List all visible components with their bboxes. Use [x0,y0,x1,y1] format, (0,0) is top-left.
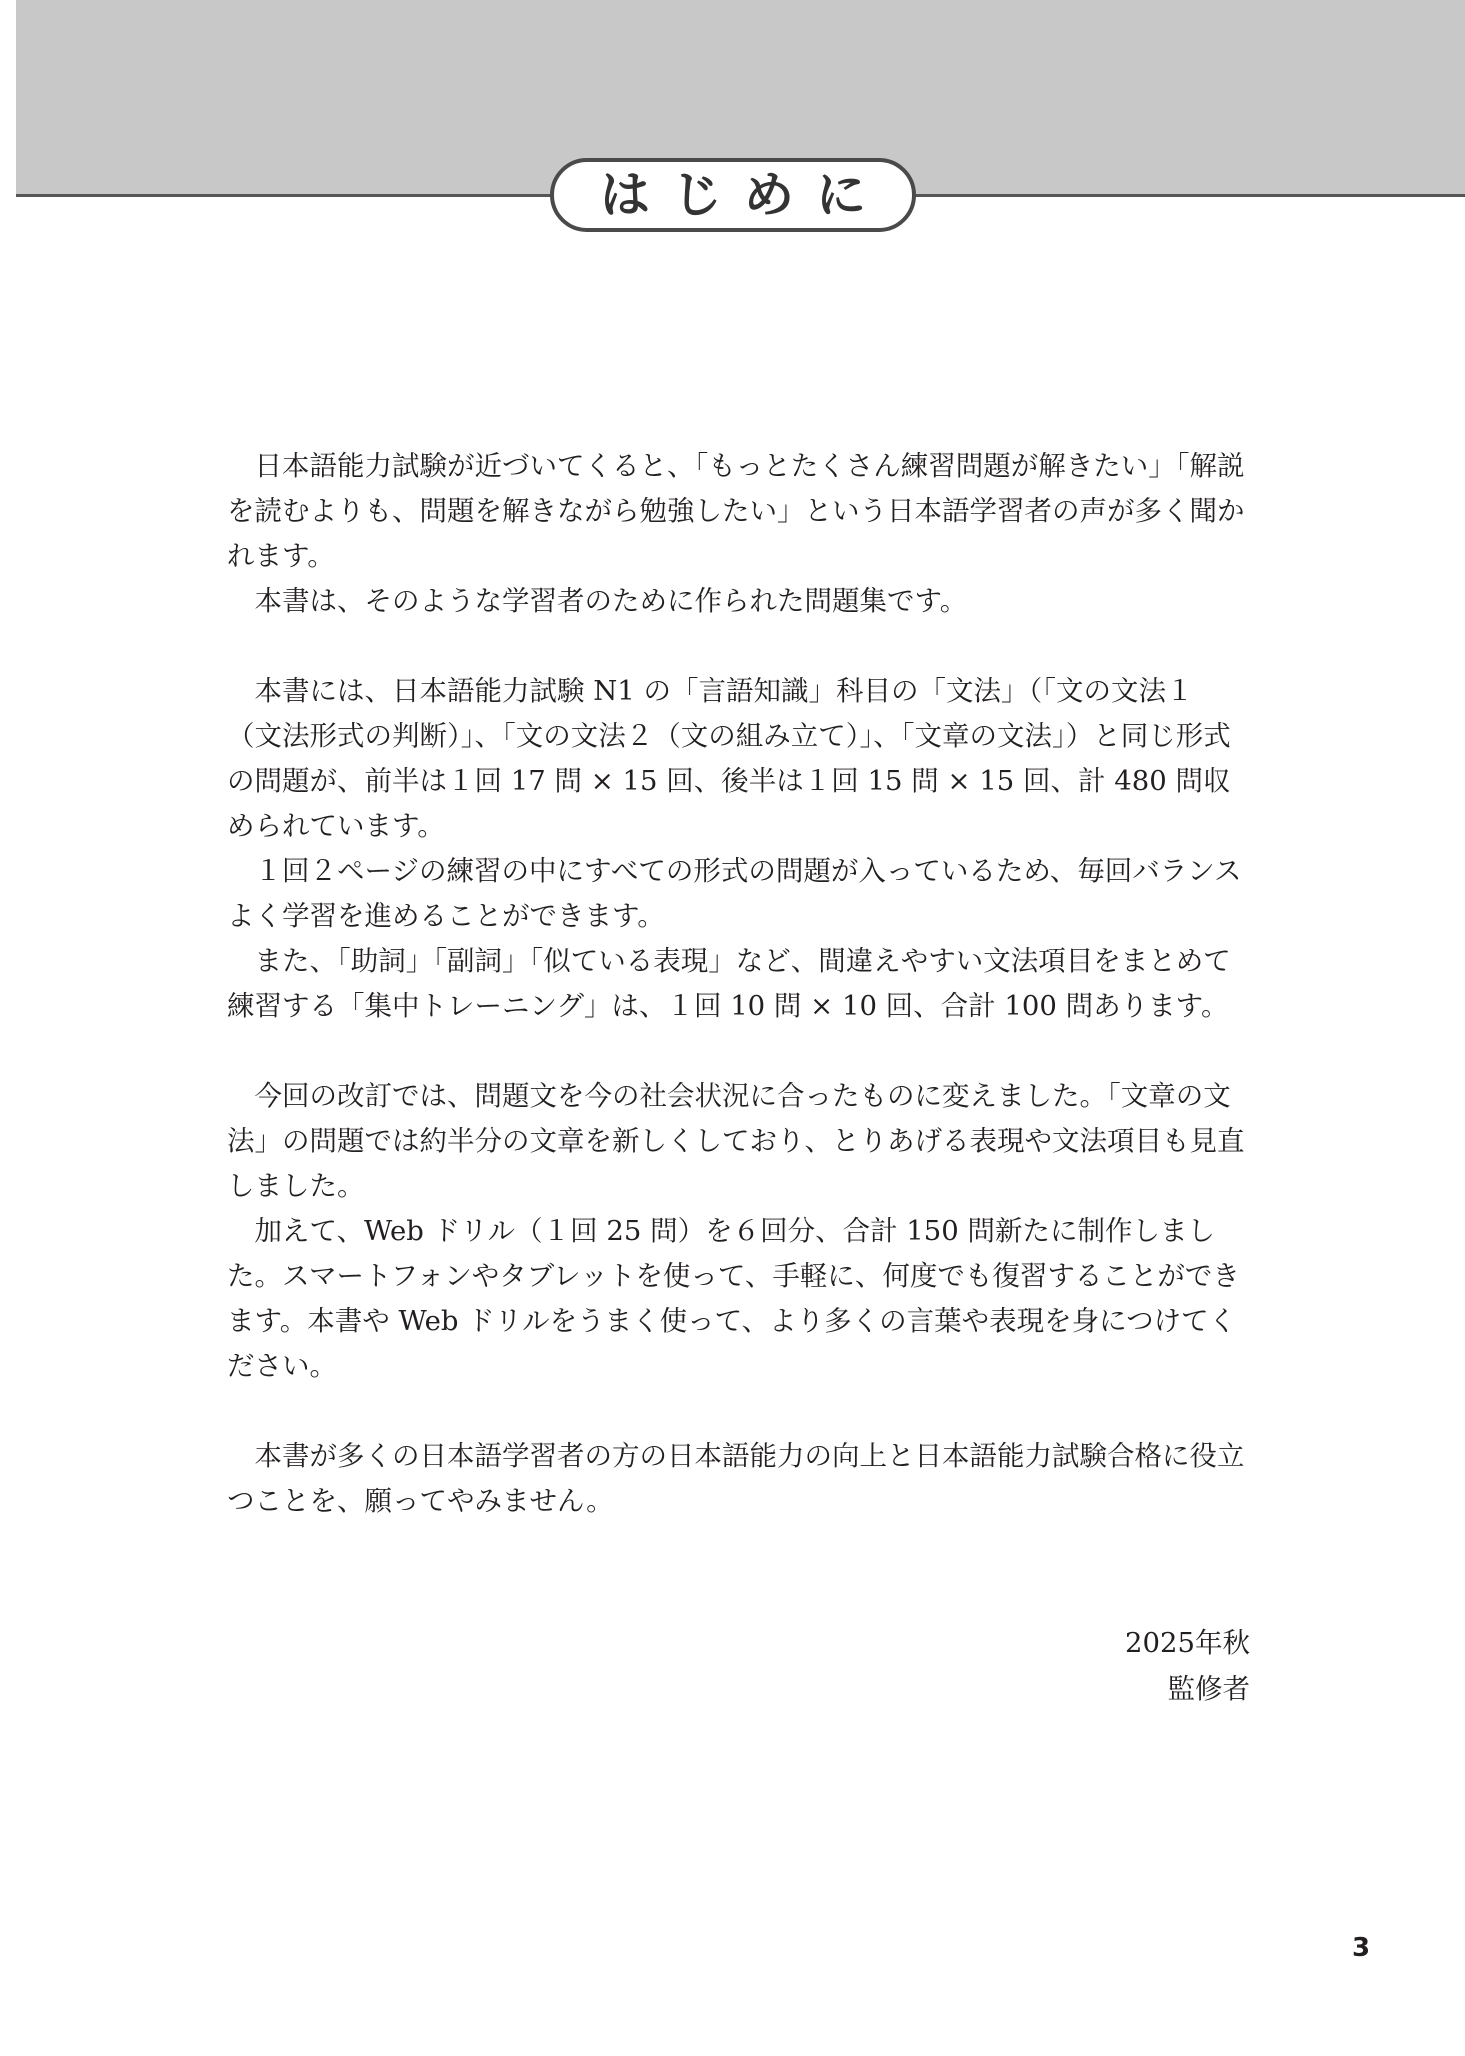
paragraph: また、「助詞」「副詞」「似ている表現」など、間違えやすい文法項目をまとめて練習する「集中トレーニング」は、１回 10 問 × 10 回、合計 100 問あります。 [227,945,1231,1022]
signature-block [1125,1620,1250,1712]
paragraph-gap [227,1029,1247,1074]
paragraph-gap [227,624,1247,669]
paragraph-gap [227,1389,1247,1434]
signature-author: 監修者 [1167,1673,1250,1705]
paragraph: 加えて、Web ドリル（１回 25 問）を６回分、合計 150 問新たに制作しました。スマートフォンやタブレットを使って、手軽に、何度でも復習することができます。本書や Web ドリルをうまく使って、より多くの言葉や表現を身につけてください。 [227,1215,1240,1382]
paragraph: 日本語能力試験が近づいてくると、「もっとたくさん練習問題が解きたい」「解説を読むよりも、問題を解きながら勉強したい」という日本語学習者の声が多く聞かれます。 [227,450,1245,572]
paragraph: 本書が多くの日本語学習者の方の日本語能力の向上と日本語能力試験合格に役立つことを、願ってやみません。 [227,1440,1245,1517]
preface-body [227,444,1247,1524]
page-number: 3 [1352,1933,1371,1963]
paragraph: 本書には、日本語能力試験 N1 の「言語知識」科目の「文法」（「文の文法１（文法形式の判断）」、「文の文法２（文の組み立て）」、「文章の文法」）と同じ形式の問題が、前半は１回 17 問 × 15 回、後半は１回 15 問 × 15 回、計 480 問収められています。 [227,675,1231,842]
signature-date: 2025年秋 [1125,1627,1250,1659]
page-title: はじめに [600,166,888,224]
title-badge [550,158,916,232]
paragraph: 本書は、そのような学習者のために作られた問題集です。 [254,585,968,617]
paragraph: １回２ページの練習の中にすべての形式の問題が入っているため、毎回バランスよく学習を進めることができます。 [227,855,1242,932]
paragraph: 今回の改訂では、問題文を今の社会状況に合ったものに変えました。「文章の文法」の問題では約半分の文章を新しくしており、とりあげる表現や文法項目も見直しました。 [227,1080,1245,1202]
